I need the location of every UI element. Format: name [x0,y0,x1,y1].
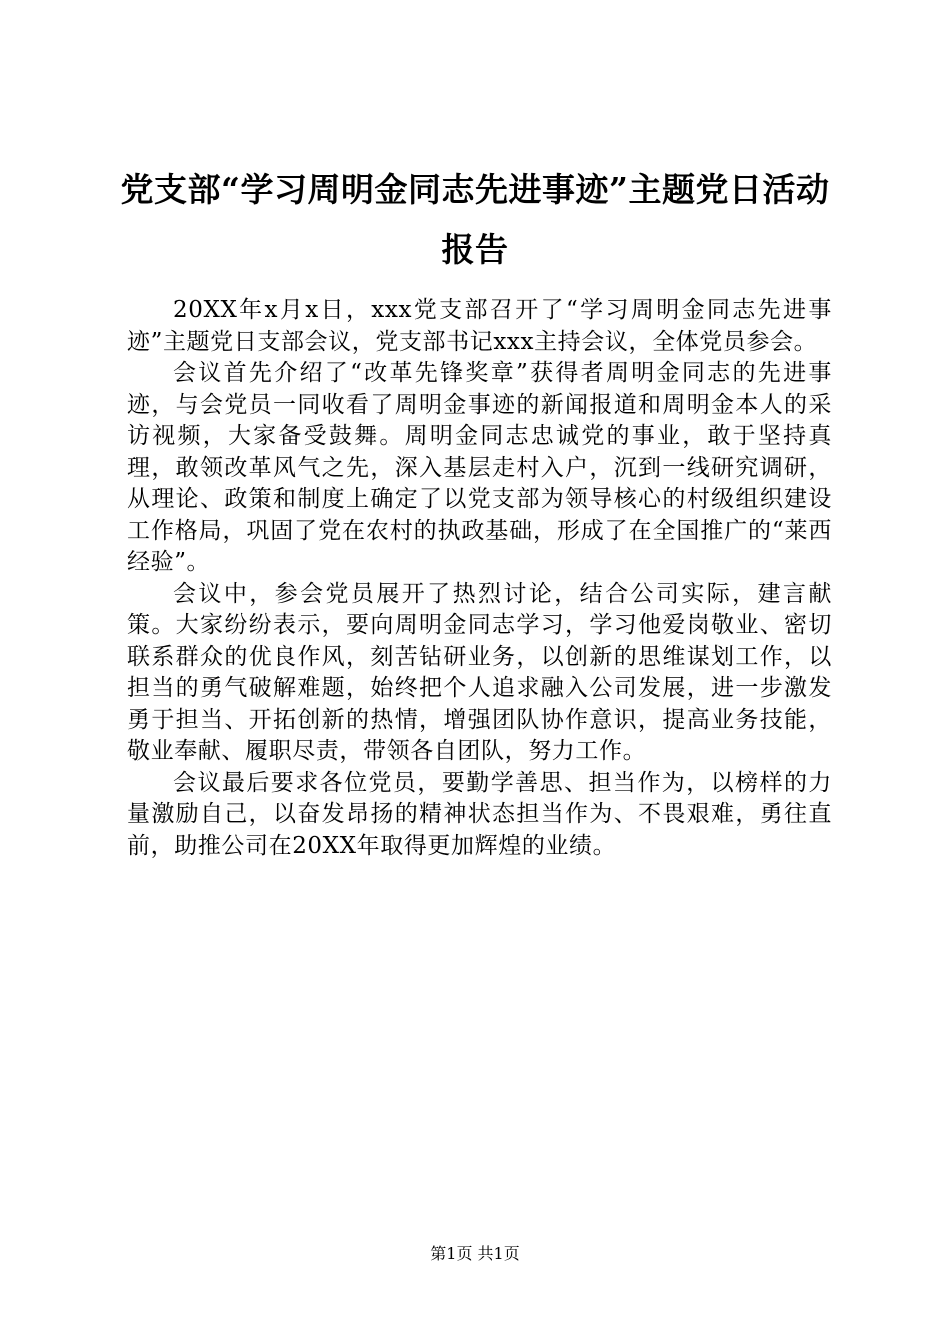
document-title: 党支部“学习周明金同志先进事迹”主题党日活动报告 [120,170,830,269]
document-body [127,295,832,862]
paragraph-2: 会议首先介绍了“改革先锋奖章”获得者周明金同志的先进事迹，与会党员一同收看了周明金事迹的新闻报道和周明金本人的采访视频，大家备受鼓舞。周明金同志忠诚党的事业，敢于坚持真理，敢领改革风气之先，深入基层走村入户，沉到一线研究调研，从理论、政策和制度上确定了以党支部为领导核心的村级组织建设工作格局，巩固了党在农村的执政基础，形成了在全国推广的“莱西经验”。 [127,360,832,575]
paragraph-1: 20XX年x月x日，xxx党支部召开了“学习周明金同志先进事迹”主题党日支部会议，党支部书记xxx主持会议，全体党员参会。 [127,297,832,355]
paragraph-4: 会议最后要求各位党员，要勤学善思、担当作为，以榜样的力量激励自己，以奋发昂扬的精神状态担当作为、不畏艰难，勇往直前，助推公司在20XX年取得更加辉煌的业绩。 [127,769,832,859]
paragraph-3: 会议中，参会党员展开了热烈讨论，结合公司实际，建言献策。大家纷纷表示，要向周明金同志学习，学习他爱岗敬业、密切联系群众的优良作风，刻苦钻研业务，以创新的思维谋划工作，以担当的勇气破解难题，始终把个人追求融入公司发展，进一步激发勇于担当、开拓创新的热情，增强团队协作意识，提高业务技能，敬业奉献、履职尽责，带领各自团队，努力工作。 [127,580,832,764]
page-footer: 第1页 共1页 [430,1244,520,1263]
